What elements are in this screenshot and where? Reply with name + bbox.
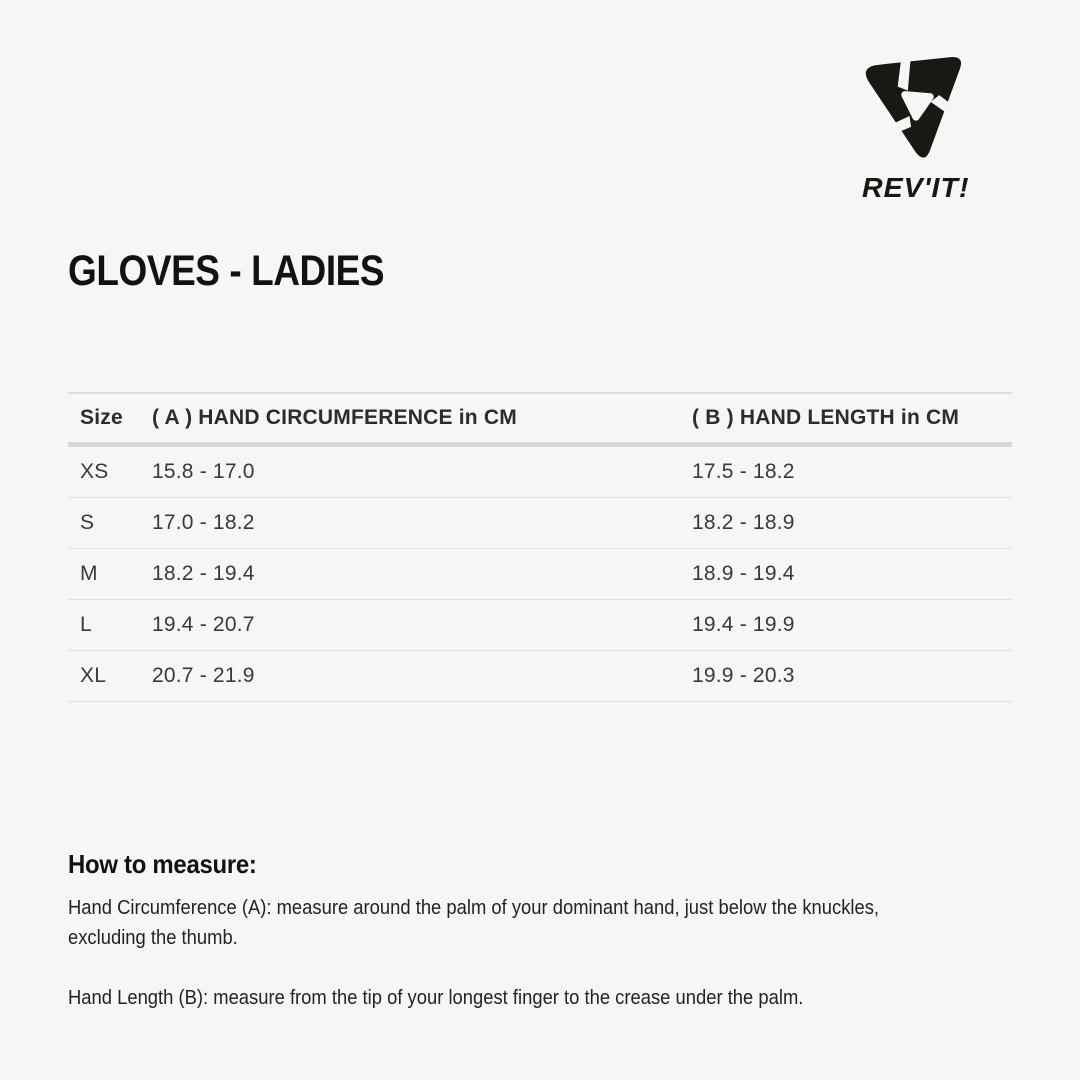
hand-length-cell: 19.9 - 20.3 (692, 664, 795, 687)
hand-circumference-cell: 20.7 - 21.9 (152, 664, 255, 687)
size-cell: XS (80, 460, 109, 483)
column-header-hand-length: ( B ) HAND LENGTH in CM (692, 406, 960, 429)
hand-circumference-instruction: Hand Circumference (A): measure around the palm of your dominant hand, just below the knuckles, excluding the thumb. (68, 897, 880, 949)
hand-circumference-cell: 19.4 - 20.7 (152, 613, 255, 636)
hand-length-cell: 17.5 - 18.2 (692, 460, 795, 483)
hand-circumference-cell: 17.0 - 18.2 (152, 511, 255, 534)
size-cell: L (80, 613, 92, 636)
table-row (68, 651, 1012, 702)
revit-shield-icon (855, 52, 977, 170)
table-row (68, 445, 1012, 498)
hand-length-cell: 18.9 - 19.4 (692, 562, 795, 585)
size-table (68, 392, 1012, 702)
size-table-container (68, 392, 1012, 702)
table-row (68, 549, 1012, 600)
table-row (68, 498, 1012, 549)
hand-length-cell: 19.4 - 19.9 (692, 613, 795, 636)
column-header-hand-circumference: ( A ) HAND CIRCUMFERENCE in CM (152, 406, 517, 429)
brand-logo-block (838, 52, 994, 204)
how-to-measure-heading: How to measure: (68, 849, 257, 879)
how-to-measure-section (68, 849, 1028, 1043)
size-cell: M (80, 562, 98, 585)
size-table-body (68, 445, 1012, 702)
hand-circumference-cell: 18.2 - 19.4 (152, 562, 255, 585)
brand-wordmark: REV'IT! (862, 172, 970, 203)
hand-length-instruction: Hand Length (B): measure from the tip of your longest finger to the crease under the palm. (68, 987, 804, 1009)
column-header-size: Size (80, 406, 123, 429)
table-row (68, 600, 1012, 651)
size-cell: XL (80, 664, 107, 687)
hand-circumference-cell: 15.8 - 17.0 (152, 460, 255, 483)
hand-length-cell: 18.2 - 18.9 (692, 511, 795, 534)
size-cell: S (80, 511, 95, 534)
page-title: GLOVES - LADIES (68, 247, 385, 295)
table-header-row (68, 393, 1012, 445)
how-to-measure-text (68, 893, 901, 1013)
